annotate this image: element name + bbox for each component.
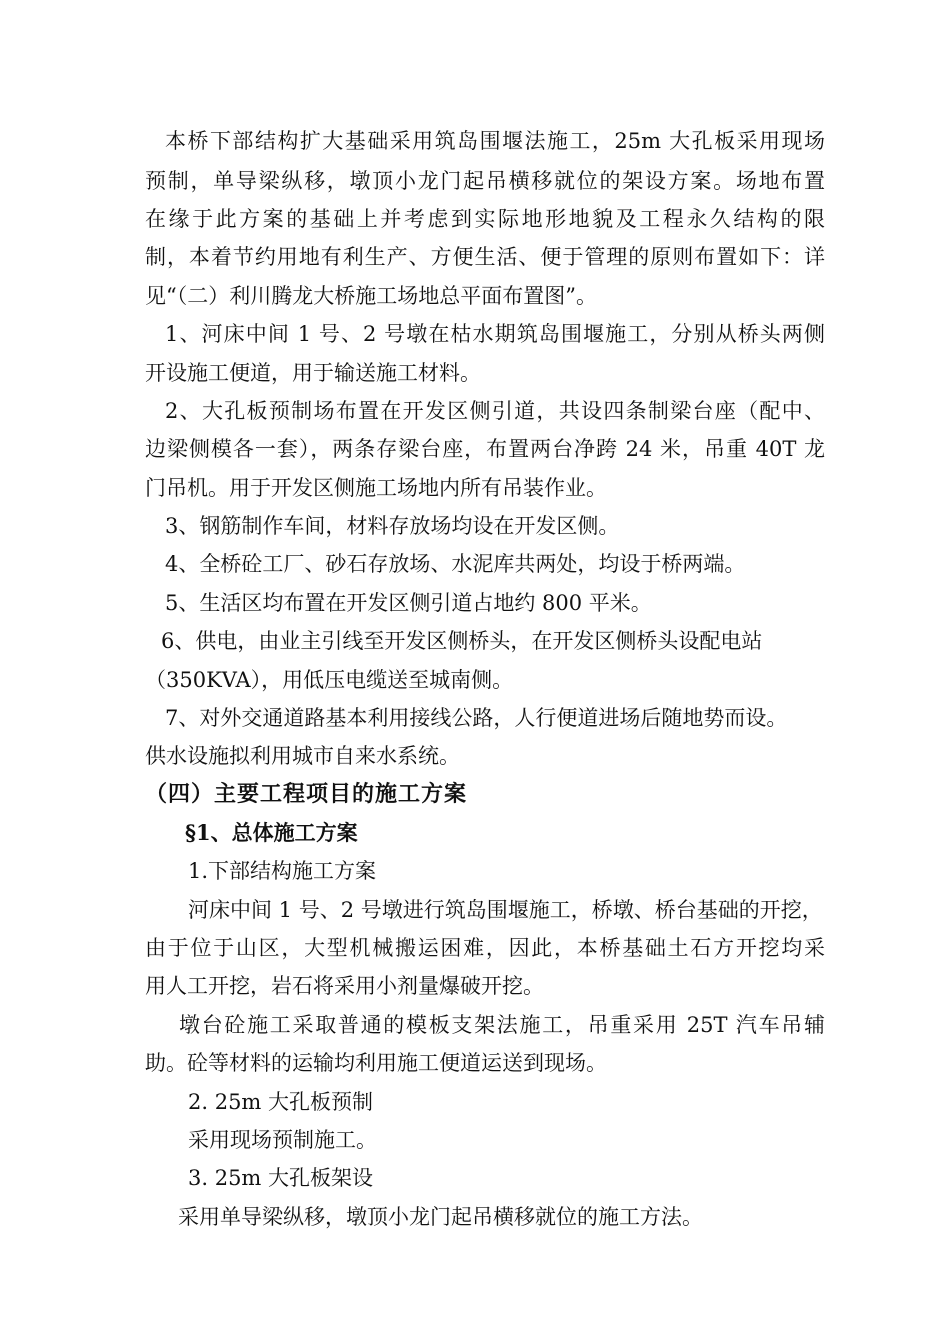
intro-line-2: 预制，单导梁纵移，墩顶小龙门起吊横移就位的架设方案。场地布置: [145, 169, 825, 193]
item-1-line-1: 1、河床中间 1 号、2 号墩在枯水期筑岛围堰施工，分别从桥头两侧: [165, 322, 825, 346]
item-2-line-2: 边梁侧模各一套），两条存梁台座，布置两台净跨 24 米，吊重 40T 龙: [145, 437, 825, 461]
item-7-line-1: 7、对外交通道路基本利用接线公路，人行便道进场后随地势而设。: [165, 706, 788, 730]
item-2-line-1: 2、大孔板预制场布置在开发区侧引道，共设四条制梁台座（配中、: [165, 399, 825, 423]
part2-title: 2. 25m 大孔板预制: [188, 1090, 374, 1114]
part3-title: 3. 25m 大孔板架设: [188, 1166, 374, 1190]
part1-text-line-1: 河床中间 1 号、2 号墩进行筑岛围堰施工，桥墩、桥台基础的开挖，: [188, 898, 823, 922]
intro-line-3: 在缘于此方案的基础上并考虑到实际地形地貌及工程永久结构的限: [145, 207, 825, 231]
intro-line-4: 制，本着节约用地有利生产、方便生活、便于管理的原则布置如下：详: [145, 245, 825, 269]
part2-text: 采用现场预制施工。: [188, 1128, 377, 1152]
item-6-line-2: （350KVA），用低压电缆送至城南侧。: [145, 668, 514, 692]
intro-line-5: 见“（二）利川腾龙大桥施工场地总平面布置图”。: [145, 284, 597, 308]
part1-title: 1.下部结构施工方案: [188, 859, 377, 883]
item-1-line-2: 开设施工便道，用于输送施工材料。: [145, 361, 481, 385]
item-6-line-1: 6、供电，由业主引线至开发区侧桥头，在开发区侧桥头设配电站: [161, 629, 763, 653]
part1-text-line-2: 由于位于山区，大型机械搬运困难，因此，本桥基础土石方开挖均采: [145, 936, 825, 960]
section-title: （四）主要工程项目的施工方案: [145, 781, 468, 807]
item-2-line-3: 门吊机。用于开发区侧施工场地内所有吊装作业。: [145, 476, 607, 500]
part1-text-line-5: 助。砼等材料的运输均利用施工便道运送到现场。: [145, 1051, 607, 1075]
part1-text-line-3: 用人工开挖，岩石将采用小剂量爆破开挖。: [145, 974, 544, 998]
item-7-line-2: 供水设施拟利用城市自来水系统。: [145, 744, 460, 768]
item-4: 4、全桥砼工厂、砂石存放场、水泥库共两处，均设于桥两端。: [165, 552, 746, 576]
part3-text: 采用单导梁纵移，墩顶小龙门起吊横移就位的施工方法。: [178, 1205, 703, 1229]
part1-text-line-4: 墩台砼施工采取普通的模板支架法施工，吊重采用 25T 汽车吊辅: [179, 1013, 825, 1037]
item-5: 5、生活区均布置在开发区侧引道占地约 800 平米。: [165, 591, 652, 615]
subsection-title: §1、总体施工方案: [185, 820, 358, 845]
intro-line-1: 本桥下部结构扩大基础采用筑岛围堰法施工，25m 大孔板采用现场: [165, 129, 825, 153]
item-3: 3、钢筋制作车间，材料存放场均设在开发区侧。: [165, 514, 620, 538]
